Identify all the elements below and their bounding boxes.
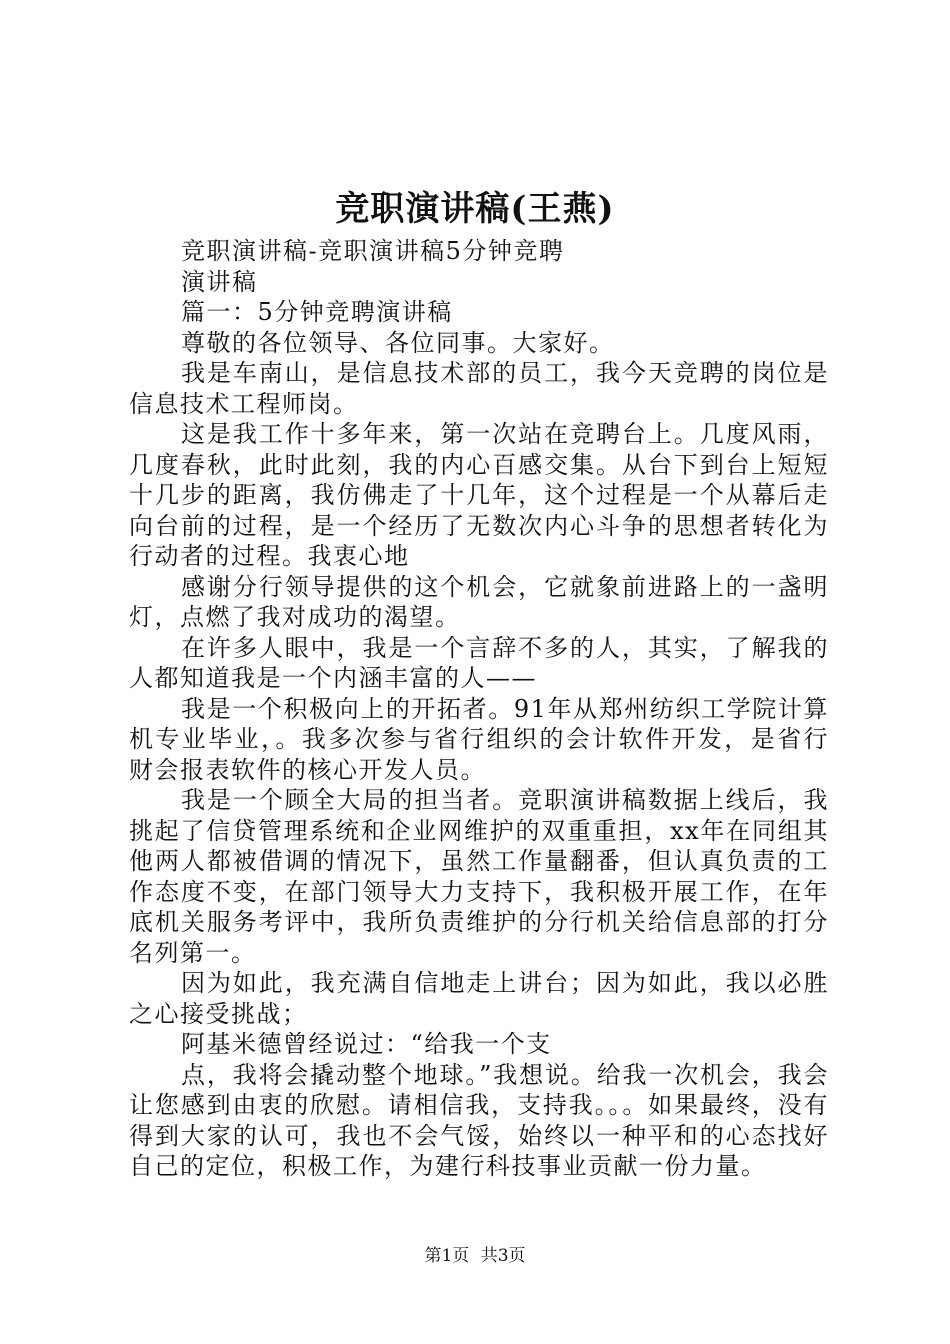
paragraph: 我是一个积极向上的开拓者。91年从郑州纺织工学院计算机专业毕业，。我多次参与省行组织的会计软件开发，是省行财会报表软件的核心开发人员。 (129, 694, 829, 784)
paragraph: 我是车南山，是信息技术部的员工，我今天竞聘的岗位是信息技术工程师岗。 (129, 359, 829, 418)
paragraph: 尊敬的各位领导、各位同事。大家好。 (181, 328, 615, 357)
paragraph: 我是一个顾全大局的担当者。竞职演讲稿数据上线后，我挑起了信贷管理系统和企业网维护的双重重担，xx年在同组其他两人都被借调的情况下，虽然工作量翻番，但认真负责的工作态度不变，在部门领导大力支持下，我积极开展工作，在年底机关服务考评中，我所负责维护的分行机关给信息部的打分名列第一。 (129, 786, 829, 967)
paragraph: 篇一：5分钟竞聘演讲稿 (181, 298, 453, 326)
paragraph: 点，我将会撬动整个地球。”我想说。给我一次机会，我会让您感到由衷的欣慰。请相信我，支持我。。。如果最终，没有得到大家的认可，我也不会气馁，始终以一种平和的心态找好自己的定位，积极工作，为建行科技事业贡献一份力量。 (129, 1060, 829, 1180)
paragraph: 感谢分行领导提供的这个机会，它就象前进路上的一盏明灯，点燃了我对成功的渴望。 (129, 572, 829, 631)
paragraph: 演讲稿 (181, 267, 258, 296)
paragraph: 竞职演讲稿-竞职演讲稿5分钟竞聘 (181, 237, 565, 265)
document-title: 竞职演讲稿(王燕) (335, 189, 615, 229)
page-footer (0, 1244, 950, 1268)
page-number-current: 第1页 (424, 1246, 470, 1266)
page-number-total: 共3页 (480, 1246, 526, 1266)
document-body (129, 236, 829, 1182)
paragraph: 这是我工作十多年来，第一次站在竞聘台上。几度风雨，几度春秋，此时此刻，我的内心百感交集。从台下到台上短短十几步的距离，我仿佛走了十几年，这个过程是一个从幕后走向台前的过程，是一个经历了无数次内心斗争的思想者转化为行动者的过程。我衷心地 (129, 420, 829, 570)
paragraph: 阿基米德曾经说过：“给我一个支 (181, 1030, 552, 1058)
paragraph: 在许多人眼中，我是一个言辞不多的人，其实，了解我的人都知道我是一个内涵丰富的人—— (129, 633, 829, 692)
paragraph: 因为如此，我充满自信地走上讲台；因为如此，我以必胜之心接受挑战； (129, 969, 829, 1028)
